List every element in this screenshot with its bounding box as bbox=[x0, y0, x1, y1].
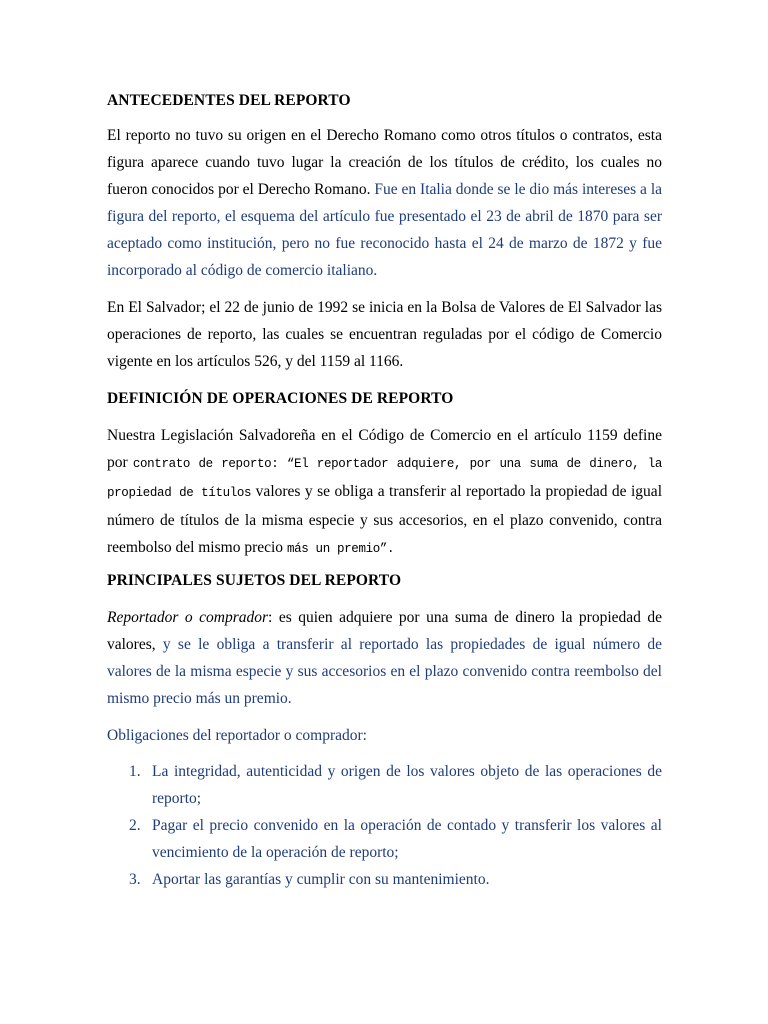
list-item bbox=[107, 758, 662, 812]
list-item-text: Aportar las garantías y cumplir con su mantenimiento. bbox=[152, 871, 490, 888]
paragraph-origen-black: El reporto no tuvo su origen en el Derecho Romano como otros títulos o contratos, esta figura aparece cuando tuvo lugar la creación de los títulos de crédito, los cuales no fueron conocidos por el Derecho Romano. bbox=[107, 127, 662, 198]
list-item-text: Pagar el precio convenido en la operación de contado y transferir los valores al vencimiento de la operación de reporto; bbox=[152, 817, 662, 861]
definicion-quote-start: contrato de reporto: “El reportador adquiere, por una suma de dinero, la propiedad de títulos bbox=[107, 457, 662, 500]
list-item bbox=[107, 812, 662, 866]
obligations-list bbox=[107, 758, 662, 893]
list-item bbox=[107, 866, 662, 893]
reportador-def-blue: y se le obliga a transferir al reportado las propiedades de igual número de valores de la misma especie y sus accesorios en el plazo convenido contra reembolso del mismo precio más un premio. bbox=[107, 636, 662, 707]
definicion-quote-end: más un premio”. bbox=[286, 542, 395, 556]
definicion-intro: Nuestra Legislación Salvadoreña en el Código de Comercio en el artículo 1159 define por bbox=[107, 427, 662, 471]
reportador-def-black: : es quien adquiere por una suma de dinero la propiedad de valores, bbox=[107, 609, 662, 653]
list-item-text: La integridad, autenticidad y origen de los valores objeto de las operaciones de reporto; bbox=[152, 763, 662, 807]
paragraph-origen-blue: Fue en Italia donde se le dio más intereses a la figura del reporto, el esquema del artículo fue presentado el 23 de abril de 1870 para ser aceptado como institución, pero no fue reconocido hasta el 24 de marzo de 1872 y fue incorporado al código de comercio italiano. bbox=[107, 181, 663, 279]
list-item-number: 1. bbox=[129, 763, 141, 780]
section-heading-definicion: DEFINICIÓN DE OPERACIONES DE REPORTO bbox=[107, 390, 454, 407]
section-heading-sujetos: PRINCIPALES SUJETOS DEL REPORTO bbox=[107, 572, 402, 589]
list-item-number: 2. bbox=[129, 817, 141, 834]
section-heading-antecedentes: ANTECEDENTES DEL REPORTO bbox=[107, 92, 351, 109]
paragraph-definicion bbox=[107, 422, 662, 563]
paragraph-origen bbox=[107, 122, 662, 284]
term-reportador: Reportador o comprador bbox=[107, 609, 269, 626]
paragraph-reportador bbox=[107, 604, 662, 712]
obligations-title: Obligaciones del reportador o comprador: bbox=[107, 727, 367, 744]
list-item-number: 3. bbox=[129, 871, 141, 888]
paragraph-el-salvador: En El Salvador; el 22 de junio de 1992 se inicia en la Bolsa de Valores de El Salvador las operaciones de reporto, las cuales se encuentran reguladas por el código de Comercio vigente en los artículos 526, y del 1159 al 1166. bbox=[107, 299, 662, 370]
definicion-quote-body: valores y se obliga a transferir al reportado la propiedad de igual número de títulos de la misma especie y sus accesorios, en el plazo convenido, contra reembolso del mismo precio bbox=[107, 483, 662, 556]
